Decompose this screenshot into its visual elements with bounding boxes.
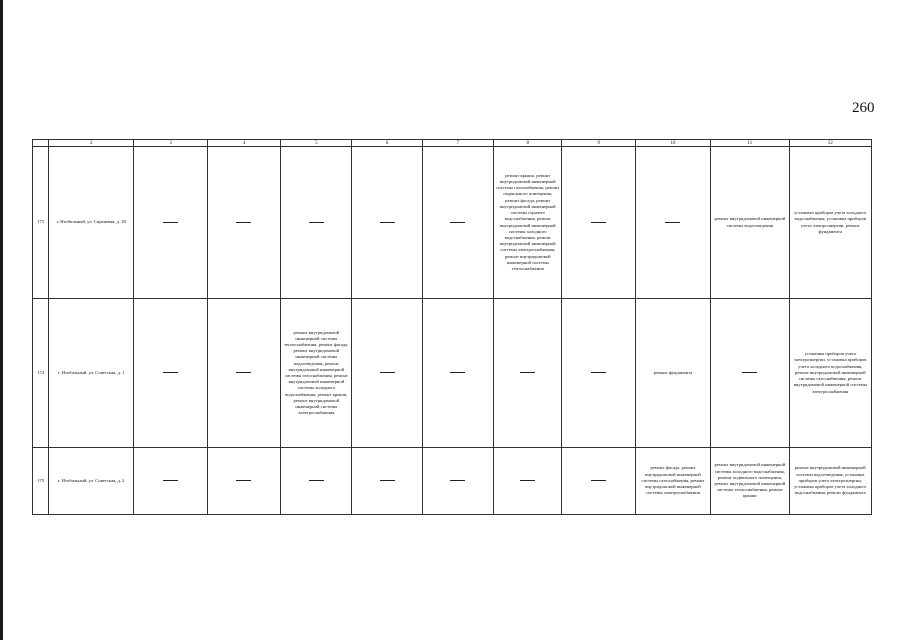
header-cell: 10	[635, 140, 710, 147]
header-cell: 8	[494, 140, 562, 147]
repair-schedule-table	[32, 139, 872, 515]
header-cell: 3	[134, 140, 207, 147]
header-cell: 12	[789, 140, 872, 147]
dash-mark	[163, 480, 178, 481]
dash-mark	[380, 480, 395, 481]
address-cell: г. Изобильный, ул. Советская, д. 2	[49, 448, 134, 515]
address-cell: г. Изобильный, ул. Сиреневая, д. 29	[49, 147, 134, 299]
works-cell: ремонт внутридомовой инженерной системы водоотведения	[711, 147, 789, 299]
dash-mark	[520, 480, 535, 481]
empty-cell	[281, 448, 352, 515]
dash-mark	[665, 222, 680, 223]
empty-cell	[134, 147, 207, 299]
row-number: 175	[33, 448, 49, 515]
works-cell: ремонт внутридомовой инженерной системы водоотведения, установка приборов учета электроэнергии, установка приборов учета холодного водоснабжения, ремонт фундамента	[789, 448, 872, 515]
table-row	[33, 448, 872, 515]
dash-mark	[380, 372, 395, 373]
header-cell: 9	[562, 140, 635, 147]
empty-cell	[562, 448, 635, 515]
works-cell: ремонт внутридомовой инженерной системы теплоснабжения, ремонт фасада, ремонт внутридомовой инженерной системы водоотведения, ремонт внутридомовой инженерной системы газоснабжения, ремонт внутридомовой инженерной системы холодного водоснабжения, ремонт крыши, ремонт внутридомовой инженерной системы электроснабжения	[281, 299, 352, 448]
dash-mark	[520, 372, 535, 373]
row-number: 173	[33, 147, 49, 299]
dash-mark	[309, 222, 324, 223]
dash-mark	[591, 372, 606, 373]
dash-mark	[163, 222, 178, 223]
empty-cell	[134, 299, 207, 448]
empty-cell	[352, 147, 422, 299]
dash-mark	[236, 372, 251, 373]
empty-cell	[207, 147, 280, 299]
empty-cell	[562, 147, 635, 299]
page-left-edge	[0, 0, 3, 640]
dash-mark	[591, 480, 606, 481]
dash-mark	[450, 222, 465, 223]
empty-cell	[422, 299, 493, 448]
empty-cell	[207, 448, 280, 515]
header-cell: 4	[207, 140, 280, 147]
empty-cell	[494, 448, 562, 515]
dash-mark	[742, 372, 757, 373]
empty-cell	[494, 299, 562, 448]
dash-mark	[163, 372, 178, 373]
empty-cell	[352, 448, 422, 515]
dash-mark	[309, 480, 324, 481]
empty-cell	[635, 147, 710, 299]
dash-mark	[450, 480, 465, 481]
works-cell: установка приборов учета холодного водоснабжения, установка приборов учета электроэнергии, ремонт фундамента	[789, 147, 872, 299]
works-cell: ремонт фасада, ремонт внутридомовой инженерной системы газоснабжения, ремонт внутридомовой инженерной системы электроснабжения	[635, 448, 710, 515]
empty-cell	[422, 147, 493, 299]
works-cell: ремонт фундамента	[635, 299, 710, 448]
dash-mark	[591, 222, 606, 223]
row-number: 174	[33, 299, 49, 448]
column-number-row	[33, 140, 872, 147]
header-cell	[33, 140, 49, 147]
header-cell: 11	[711, 140, 789, 147]
header-cell: 5	[281, 140, 352, 147]
empty-cell	[422, 448, 493, 515]
header-cell: 7	[422, 140, 493, 147]
empty-cell	[711, 299, 789, 448]
header-cell: 2	[49, 140, 134, 147]
address-cell: г. Изобильный, ул. Советская, д. 1	[49, 299, 134, 448]
table-row	[33, 147, 872, 299]
dash-mark	[450, 372, 465, 373]
dash-mark	[236, 222, 251, 223]
works-cell: установка приборов учета электроэнергии, установка приборов учета холодного водоснабжения, ремонт внутридомовой инженерной системы газоснабжения, ремонт внутридомовой инженерной системы электроснабжения	[789, 299, 872, 448]
empty-cell	[562, 299, 635, 448]
dash-mark	[380, 222, 395, 223]
empty-cell	[281, 147, 352, 299]
empty-cell	[207, 299, 280, 448]
works-cell: ремонт внутридомовой инженерной системы холодного водоснабжения, ремонт подвального помещения, ремонт внутридомовой инженерной системы теплоснабжения, ремонт крыши	[711, 448, 789, 515]
dash-mark	[236, 480, 251, 481]
table-row	[33, 299, 872, 448]
empty-cell	[134, 448, 207, 515]
page-number: 260	[852, 100, 875, 116]
header-cell: 6	[352, 140, 422, 147]
empty-cell	[352, 299, 422, 448]
works-cell: ремонт крыши, ремонт внутридомовой инженерной системы газоснабжения, ремонт подвального помещения, ремонт фасада, ремонт внутридомовой инженерной системы горячего водоснабжения, ремонт внутридомовой инженерной системы холодного водоснабжения, ремонт внутридомовой инженерной системы электроснабжения, ремонт внутридомовой инженерной системы теплоснабжения	[494, 147, 562, 299]
